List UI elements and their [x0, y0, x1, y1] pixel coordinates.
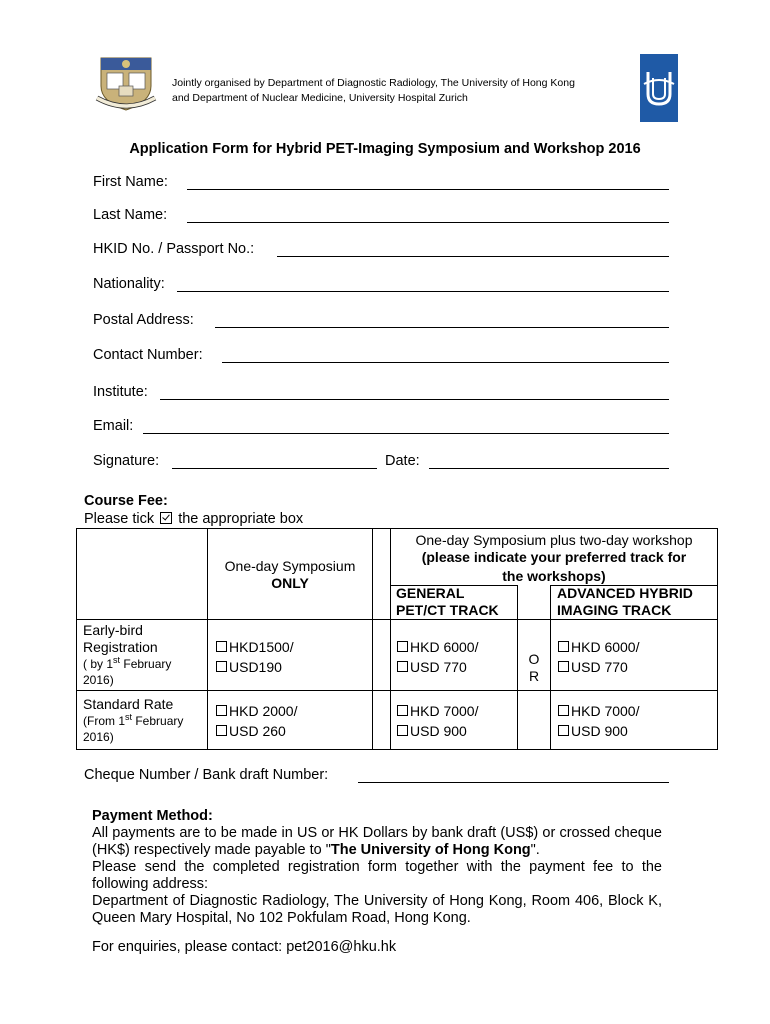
track-note-line2: the workshops) [502, 568, 606, 584]
hkid-label: HKID No. / Passport No.: [93, 241, 255, 257]
tick-instruction-after: the appropriate box [178, 511, 304, 527]
early-symposium-option[interactable] [216, 639, 294, 676]
early-bird-line4: 2016) [83, 673, 114, 687]
payment-section [92, 808, 662, 956]
last-name-field[interactable] [187, 222, 669, 223]
signature-field[interactable] [172, 468, 377, 469]
early-bird-line3: ( by 1st February [83, 655, 172, 671]
nationality-label: Nationality: [93, 276, 165, 292]
checkbox-icon[interactable] [558, 725, 569, 736]
date-label: Date: [385, 453, 420, 469]
advanced-track-header [557, 585, 717, 619]
symposium-workshop-title: One-day Symposium plus two-day workshop [415, 532, 693, 548]
checkbox-icon[interactable] [216, 641, 227, 652]
signature-label: Signature: [93, 453, 160, 469]
early-bird-line2: Registration [83, 639, 158, 655]
early-general-option[interactable] [397, 639, 478, 676]
checked-box-icon [160, 512, 172, 524]
checkbox-icon[interactable] [397, 661, 408, 672]
or-letter-r: R [528, 668, 540, 684]
standard-symposium-option[interactable] [216, 703, 297, 740]
symposium-only-header-line2: ONLY [271, 575, 309, 591]
hku-crest-logo [95, 56, 157, 112]
payment-address: Department of Diagnostic Radiology, The University of Hong Kong, Room 406, Block K, Queen Mary Hospital, No 102 Pokfulam Road, Hong Kong. [92, 893, 662, 926]
checkbox-icon[interactable] [397, 641, 408, 652]
early-general-hkd: HKD 6000/ [410, 639, 479, 655]
advanced-track-line1: ADVANCED HYBRID [557, 585, 693, 601]
last-name-label: Last Name: [93, 207, 168, 223]
checkbox-icon[interactable] [216, 725, 227, 736]
institute-field[interactable] [160, 399, 669, 400]
early-advanced-option[interactable] [558, 639, 639, 676]
standard-advanced-option[interactable] [558, 703, 639, 740]
standard-general-option[interactable] [397, 703, 478, 740]
early-advanced-usd: USD 770 [571, 659, 628, 675]
checkbox-icon[interactable] [558, 641, 569, 652]
standard-symposium-usd: USD 260 [229, 723, 286, 739]
early-advanced-hkd: HKD 6000/ [571, 639, 640, 655]
early-symposium-usd: USD190 [229, 659, 282, 675]
organiser-line-2: and Department of Nuclear Medicine, University Hospital Zurich [172, 92, 468, 104]
tick-instruction [84, 511, 303, 527]
early-bird-line1: Early-bird [83, 622, 143, 638]
institute-label: Institute: [93, 384, 148, 400]
organiser-note [172, 76, 632, 106]
symposium-only-header-line1: One-day Symposium [224, 558, 356, 574]
cheque-number-field[interactable] [358, 782, 669, 783]
payment-method-heading: Payment Method: [92, 808, 213, 824]
date-field[interactable] [429, 468, 669, 469]
zurich-hospital-logo [640, 54, 678, 122]
standard-symposium-hkd: HKD 2000/ [229, 703, 298, 719]
checkbox-icon[interactable] [216, 661, 227, 672]
standard-general-hkd: HKD 7000/ [410, 703, 479, 719]
hkid-field[interactable] [277, 256, 669, 257]
form-title: Application Form for Hybrid PET-Imaging Symposium and Workshop 2016 [129, 141, 641, 157]
enquiry-text: For enquiries, please contact: pet2016@hku.hk [92, 939, 397, 955]
checkbox-icon[interactable] [397, 725, 408, 736]
or-letter-o: O [528, 651, 540, 667]
general-track-line2: PET/CT TRACK [396, 602, 499, 618]
standard-rate-label [83, 696, 205, 745]
early-symposium-hkd: HKD1500/ [229, 639, 294, 655]
email-label: Email: [93, 418, 134, 434]
early-bird-label [83, 622, 205, 688]
advanced-track-line2: IMAGING TRACK [557, 602, 672, 618]
standard-rate-line1: Standard Rate [83, 696, 174, 712]
payment-paragraph-2: Please send the completed registration form together with the payment fee to the following address: [92, 859, 662, 892]
early-general-usd: USD 770 [410, 659, 467, 675]
checkbox-icon[interactable] [397, 705, 408, 716]
email-field[interactable] [143, 433, 669, 434]
cheque-number-label: Cheque Number / Bank draft Number: [84, 767, 329, 783]
payment-paragraph-1: All payments are to be made in US or HK Dollars by bank draft (US$) or crossed cheque (HK$) respectively made payable to "The University of Hong Kong". [92, 825, 662, 858]
organiser-line-1: Jointly organised by Department of Diagnostic Radiology, The University of Hong Kong [172, 77, 575, 89]
general-track-header [396, 585, 516, 619]
or-separator [518, 651, 550, 685]
general-track-line1: GENERAL [396, 585, 465, 601]
first-name-field[interactable] [187, 189, 669, 190]
standard-advanced-hkd: HKD 7000/ [571, 703, 640, 719]
symposium-only-header [208, 558, 372, 592]
postal-address-label: Postal Address: [93, 312, 194, 328]
standard-rate-line2: (From 1st February [83, 712, 184, 728]
standard-advanced-usd: USD 900 [571, 723, 628, 739]
nationality-field[interactable] [177, 291, 669, 292]
symposium-workshop-header [391, 532, 717, 566]
standard-general-usd: USD 900 [410, 723, 467, 739]
standard-rate-line3: 2016) [83, 730, 114, 744]
first-name-label: First Name: [93, 174, 168, 190]
postal-address-field[interactable] [215, 327, 669, 328]
tick-instruction-before: Please tick [84, 511, 155, 527]
track-note-line1: (please indicate your preferred track for [421, 549, 687, 565]
contact-number-label: Contact Number: [93, 347, 203, 363]
checkbox-icon[interactable] [216, 705, 227, 716]
contact-number-field[interactable] [222, 362, 669, 363]
course-fee-heading: Course Fee: [84, 493, 168, 509]
checkbox-icon[interactable] [558, 661, 569, 672]
checkbox-icon[interactable] [558, 705, 569, 716]
